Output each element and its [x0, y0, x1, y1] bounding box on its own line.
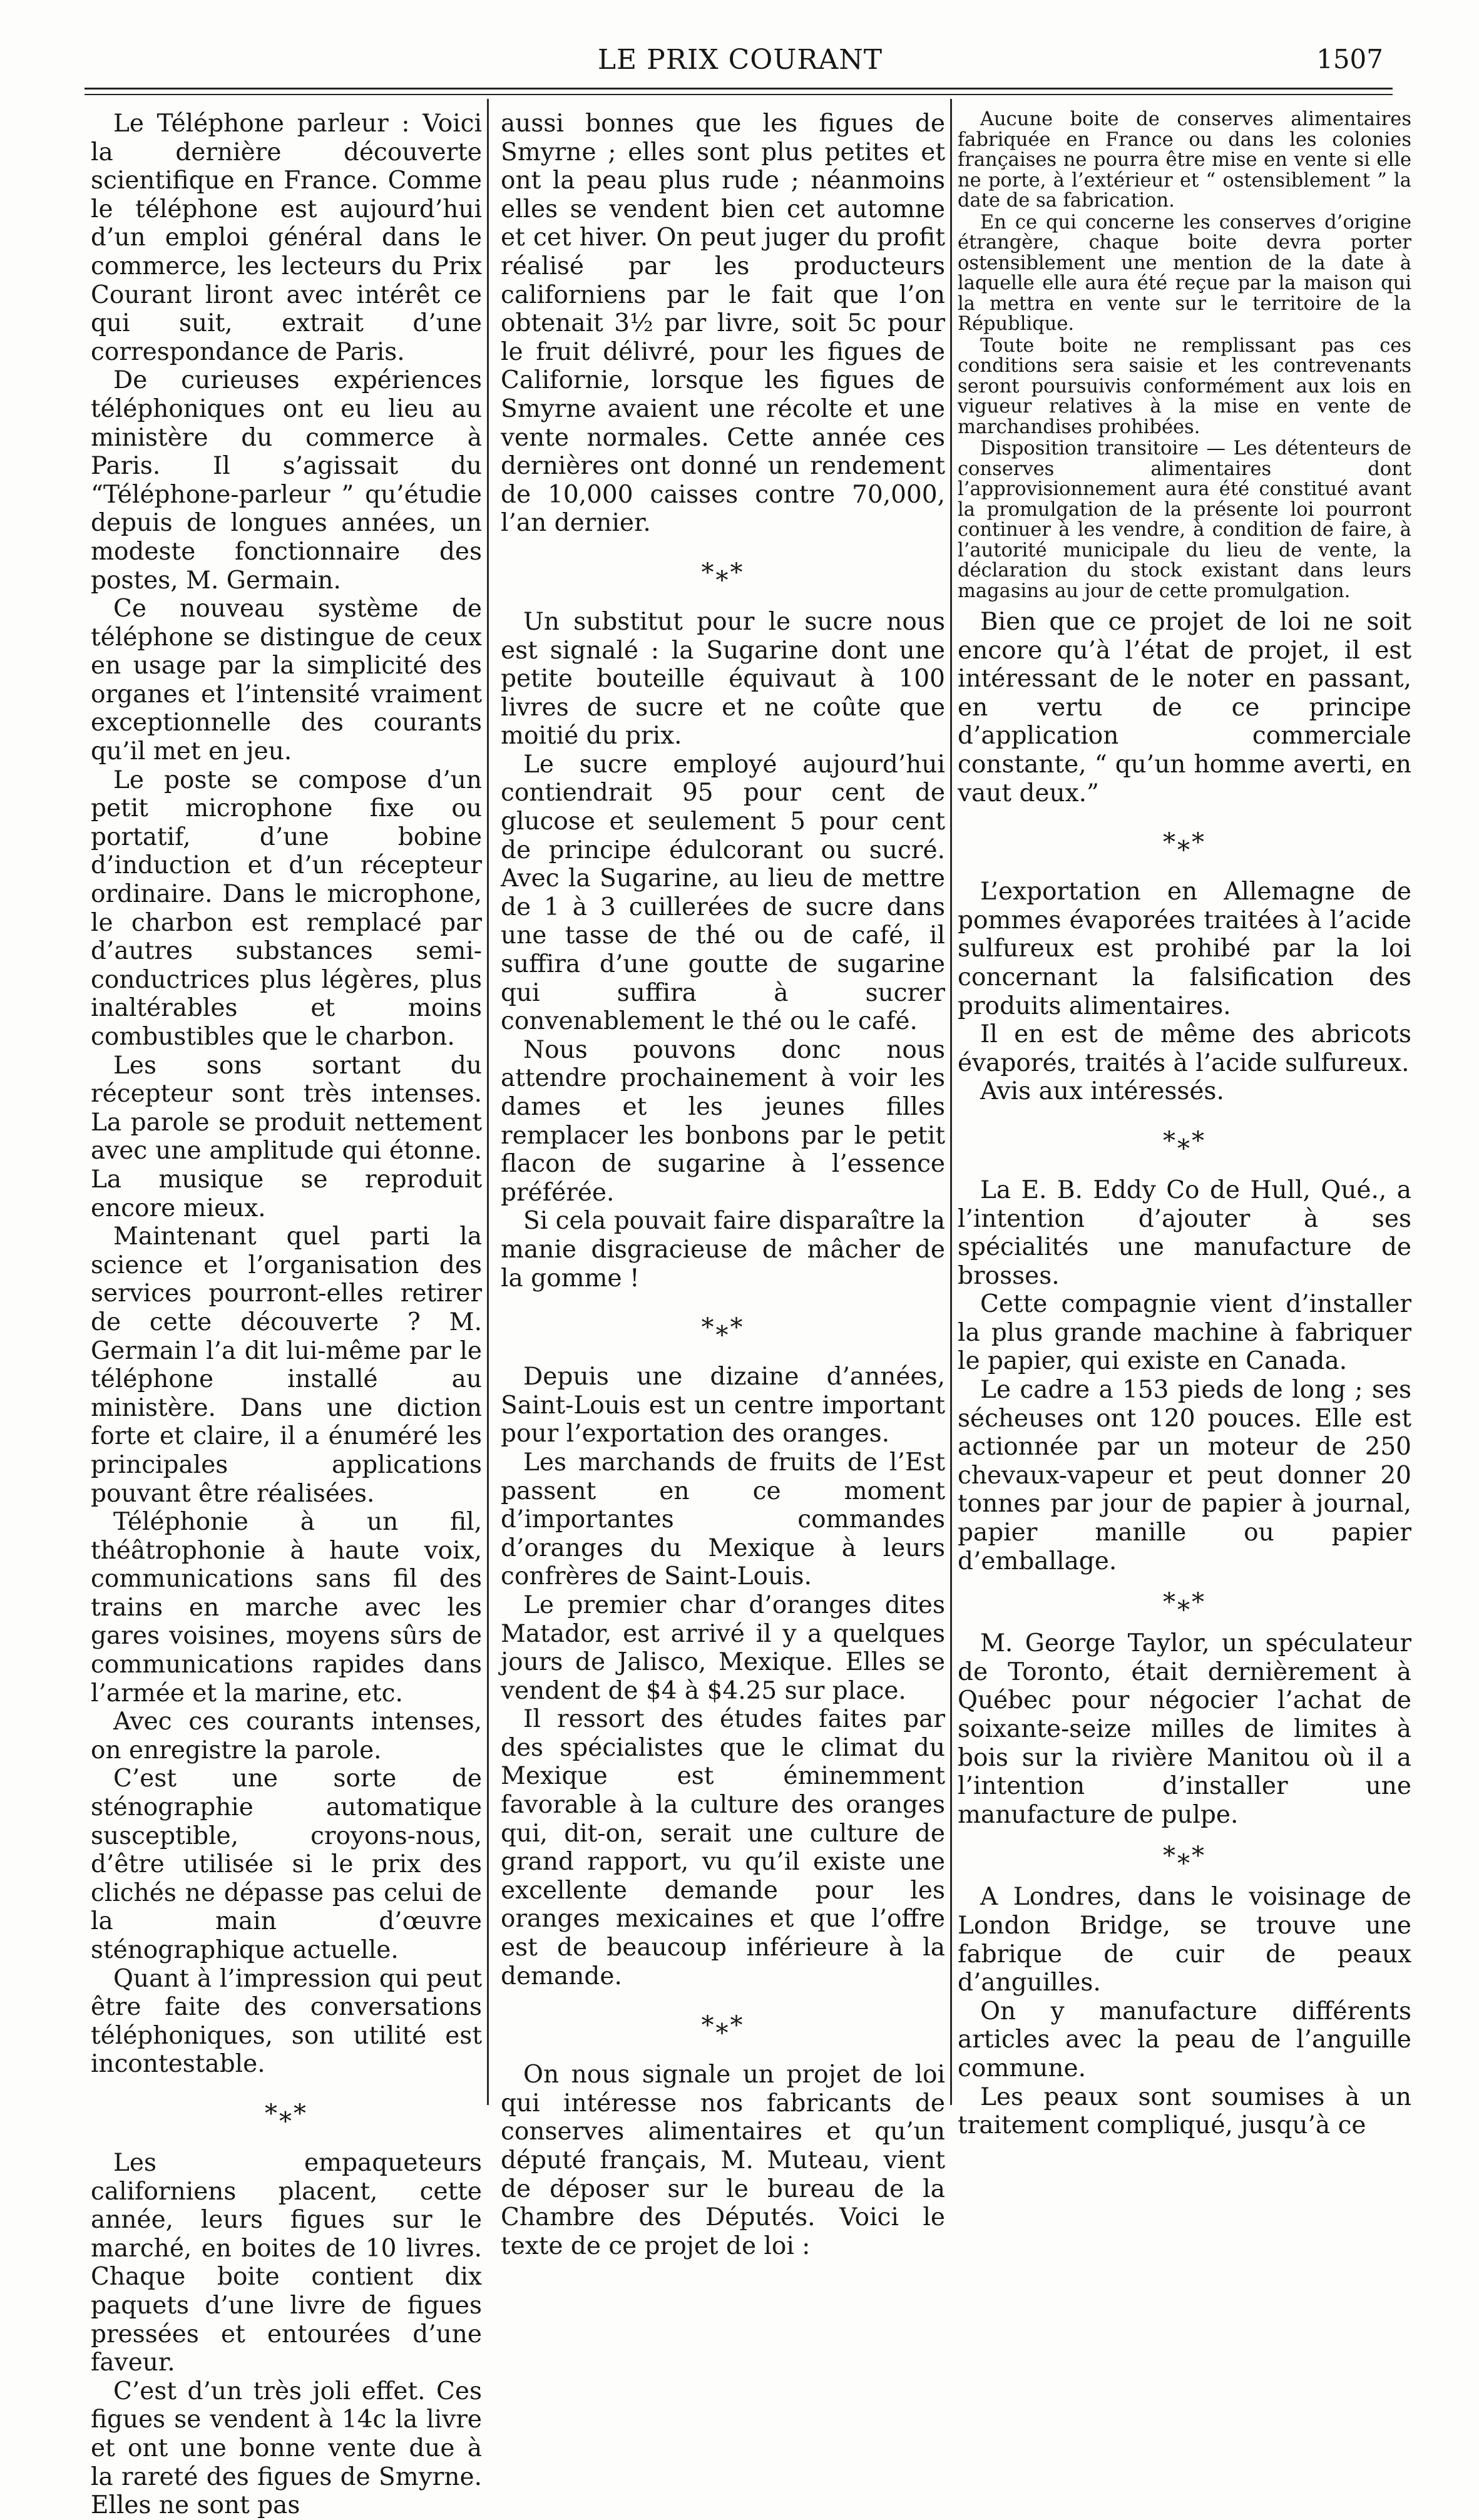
header-rule: [84, 88, 1393, 90]
section-separator: *⁎*: [265, 2099, 308, 2128]
section-separator: *⁎*: [1163, 1841, 1206, 1871]
article-paragraph: Le Téléphone parleur : Voici la dernière découverte scientifique en France. Comme le téléphone est aujourd’hui d’un emploi général dans le commerce, les lecteurs du Prix Courant liront avec intérêt ce qui suit, extrait d’une correspondance de Paris.: [91, 110, 482, 366]
section-separator: *⁎*: [701, 1313, 745, 1343]
article-paragraph: Ce nouveau système de téléphone se distingue de ceux en usage par la simplicité des organes et l’intensité vraiment exceptionnelle des courants qu’il met en jeu.: [91, 595, 482, 766]
law-text-paragraph: Aucune boite de conserves alimentaires fabriquée en France ou dans les colonies françaises ne pourra être mise en vente si elle ne porte, à l’extérieur et “ ostensiblement ” la date de sa fabrication.: [958, 108, 1411, 212]
article-paragraph: Le poste se compose d’un petit microphone fixe ou portatif, d’une bobine d’induction et d’un récepteur ordinaire. Dans le microphone, le charbon est remplacé par d’autres substances semi-conductrices plus légères, plus inaltérables et moins combustibles que le charbon.: [91, 766, 482, 1051]
article-paragraph: On nous signale un projet de loi qui intéresse nos fabricants de conserves alimentaires et qu’un député français, M. Muteau, vient de déposer sur le bureau de la Chambre des Députés. Voici le texte de ce projet de loi :: [501, 2061, 945, 2260]
header-rule-thin: [84, 94, 1393, 95]
article-paragraph: M. George Taylor, un spéculateur de Toronto, était dernièrement à Québec pour négocier l’achat de soixante-seize milles de limites à bois sur la rivière Manitou où il a l’intention d’installer une manufacture de pulpe.: [958, 1629, 1411, 1829]
article-paragraph: Avis aux intéressés.: [980, 1077, 1224, 1106]
article-paragraph: Quant à l’impression qui peut être faite des conversations téléphoniques, son utilité est incontestable.: [91, 1964, 482, 2079]
journal-title: LE PRIX COURANT: [597, 44, 883, 76]
page-header: [97, 44, 1383, 88]
article-paragraph: C’est d’un très joli effet. Ces figues se vendent à 14c la livre et ont une bonne vente due à la rareté des figues de Smyrne. Elles ne sont pas: [91, 2377, 482, 2520]
article-paragraph: Téléphonie à un fil, théâtrophonie à haute voix, communications sans fil des trains en marche avec les gares voisines, moyens sûrs de communications rapides dans l’armée et la marine, etc.: [91, 1508, 482, 1708]
article-paragraph: C’est une sorte de sténographie automatique susceptible, croyons-nous, d’être utilisée si le prix des clichés ne dépasse pas celui de la main d’œuvre sténographique actuelle.: [91, 1765, 482, 1964]
article-paragraph: aussi bonnes que les figues de Smyrne ; elles sont plus petites et ont la peau plus rude ; néanmoins elles se vendent bien cet automne et cet hiver. On peut juger du profit réalisé par les producteurs californiens par le fait que l’on obtenait 3½ par livre, soit 5c pour le fruit délivré, pour les figues de Californie, lorsque les figues de Smyrne avaient une récolte et une vente normales. Cette année ces dernières ont donné un rendement de 10,000 caisses contre 70,000, l’an dernier.: [501, 110, 945, 538]
article-paragraph: L’exportation en Allemagne de pommes évaporées traitées à l’acide sulfureux est prohibé par la loi concernant la falsification des produits alimentaires.: [958, 878, 1411, 1020]
article-paragraph: Un substitut pour le sucre nous est signalé : la Sugarine dont une petite bouteille équivaut à 100 livres de sucre et ne coûte que moitié du prix.: [501, 607, 945, 750]
article-paragraph: Nous pouvons donc nous attendre prochainement à voir les dames et les jeunes filles remplacer les bonbons par le petit flacon de sugarine à l’essence préférée.: [501, 1035, 945, 1207]
law-text-paragraph: En ce qui concerne les conserves d’origine étrangère, chaque boite devra porter ostensiblement une mention de la date à laquelle elle aura été reçue par la maison qui la mettra en vente sur le territoire de la République.: [958, 211, 1411, 335]
article-paragraph: Les sons sortant du récepteur sont très intenses. La parole se produit nettement avec une amplitude qui étonne. La musique se reproduit encore mieux.: [91, 1051, 482, 1222]
article-paragraph: Le sucre employé aujourd’hui contiendrait 95 pour cent de glucose et seulement 5 pour cent de principe édulcorant ou sucré. Avec la Sugarine, au lieu de mettre de 1 à 3 cuillerées de sucre dans une tasse de thé ou de café, il suffira d’une goutte de sugarine qui suffira à sucrer convenablement le thé ou le café.: [501, 750, 945, 1036]
column-divider-left: [487, 99, 489, 2105]
article-paragraph: Bien que ce projet de loi ne soit encore qu’à l’état de projet, il est intéressant de le noter en passant, en vertu de ce principe d’application commerciale constante, “ qu’un homme averti, en vaut deux.”: [958, 608, 1411, 807]
article-paragraph: La E. B. Eddy Co de Hull, Qué., a l’intention d’ajouter à ses spécialités une manufacture de brosses.: [958, 1175, 1411, 1290]
article-paragraph: Maintenant quel parti la science et l’organisation des services pourront-elles retirer de cette découverte ? M. Germain l’a dit lui-même par le téléphone installé au ministère. Dans une diction forte et claire, il a énuméré les principales applications pouvant être réalisées.: [91, 1222, 482, 1508]
article-paragraph: Le premier char d’oranges dites Matador, est arrivé il y a quelques jours de Jalisco, Mexique. Elles se vendent de $4 à $4.25 sur place.: [501, 1590, 945, 1705]
column-2: [501, 110, 945, 2260]
law-text-paragraph: Toute boite ne remplissant pas ces conditions sera saisie et les contrevenants seront poursuivis conformément aux lois en vigueur relatives à la mise en vente de marchandises prohibées.: [958, 334, 1411, 438]
article-paragraph: Les peaux sont soumises à un traitement compliqué, jusqu’à ce: [958, 2082, 1411, 2140]
section-separator: *⁎*: [1163, 828, 1206, 858]
article-paragraph: Il ressort des études faites par des spécialistes que le climat du Mexique est éminemment favorable à la culture des oranges qui, dit-on, serait une culture de grand rapport, vu qu’il existe une excellente demande pour les oranges mexicaines et que l’offre est de beaucoup inférieure à la demande.: [501, 1705, 945, 1990]
section-separator: *⁎*: [701, 558, 745, 587]
article-paragraph: Si cela pouvait faire disparaître la manie disgracieuse de mâcher de la gomme !: [501, 1207, 945, 1293]
article-paragraph: A Londres, dans le voisinage de London Bridge, se trouve une fabrique de cuir de peaux d’anguilles.: [958, 1883, 1411, 1997]
article-paragraph: Avec ces courants intenses, on enregistre la parole.: [91, 1708, 482, 1765]
article-paragraph: Les marchands de fruits de l’Est passent en ce moment d’importantes commandes d’oranges du Mexique à leurs confrères de Saint-Louis.: [501, 1448, 945, 1591]
article-paragraph: Depuis une dizaine d’années, Saint-Louis est un centre important pour l’exportation des oranges.: [501, 1363, 945, 1448]
column-divider-right: [950, 99, 952, 2105]
section-separator: *⁎*: [1163, 1126, 1206, 1155]
article-paragraph: Les empaqueteurs californiens placent, cette année, leurs figues sur le marché, en boites de 10 livres. Chaque boite contient dix paquets d’une livre de figues pressées et entourées d’une faveur.: [91, 2148, 482, 2377]
law-text-paragraph: Disposition transitoire — Les détenteurs de conserves alimentaires dont l’approvisionnement aura été constitué avant la promulgation de la présente loi pourront continuer à les vendre, à condition de faire, à l’autorité municipale du lieu de vente, la déclaration du stock existant dans leurs magasins au jour de cette promulgation.: [958, 438, 1411, 602]
column-3: [958, 108, 1411, 2140]
page-number: 1507: [1316, 44, 1383, 74]
section-separator: *⁎*: [1163, 1588, 1206, 1617]
article-paragraph: On y manufacture différents articles avec la peau de l’anguille commune.: [958, 1997, 1411, 2082]
article-paragraph: De curieuses expériences téléphoniques ont eu lieu au ministère du commerce à Paris. Il s’agissait du “Téléphone-parleur ” qu’étudie depuis de longues années, un modeste fonctionnaire des postes, M. Germain.: [91, 366, 482, 595]
article-paragraph: Il en est de même des abricots évaporés, traités à l’acide sulfureux.: [958, 1020, 1411, 1077]
column-1: [91, 110, 482, 2520]
section-separator: *⁎*: [701, 2011, 745, 2041]
article-paragraph: Le cadre a 153 pieds de long ; ses sécheuses ont 120 pouces. Elle est actionnée par un moteur de 250 chevaux-vapeur et peut donner 20 tonnes par jour de papier à journal, papier manille ou papier d’emballage.: [958, 1376, 1411, 1575]
article-paragraph: Cette compagnie vient d’installer la plus grande machine à fabriquer le papier, qui existe en Canada.: [958, 1290, 1411, 1376]
